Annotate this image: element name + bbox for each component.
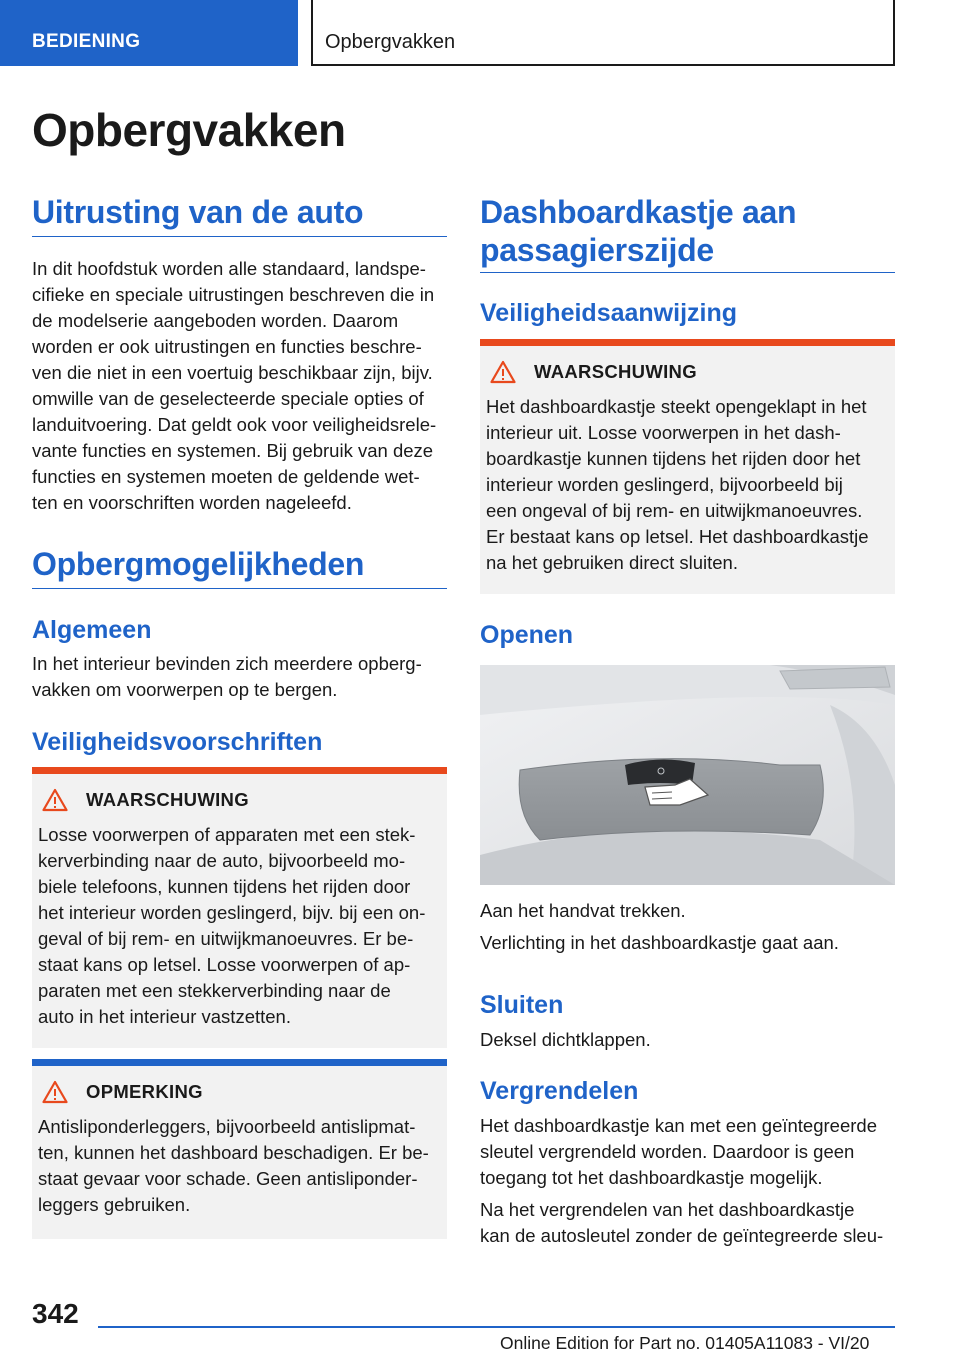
text-line: boardkastje kunnen tijdens het rijden door het — [486, 448, 861, 469]
warning-title: WAARSCHUWING — [86, 789, 249, 810]
note-bar — [32, 1059, 447, 1066]
text-line: ten en voorschriften worden nageleefd. — [32, 492, 352, 513]
text-line: omwille van de geselecteerde speciale opties of — [32, 388, 424, 409]
warning-text — [38, 822, 441, 1030]
warning-bar — [480, 339, 895, 346]
note-box — [32, 1059, 447, 1239]
heading-open: Openen — [480, 621, 574, 649]
text-line: de modelserie aangeboden worden. Daarom — [32, 310, 399, 331]
text-line: Losse voorwerpen of apparaten met een stek‐ — [38, 824, 416, 845]
text-line: In het interieur bevinden zich meerdere opberg‐ — [32, 653, 422, 674]
open-step-2: Verlichting in het dashboardkastje gaat aan. — [480, 932, 839, 953]
text-line: een ongeval of bij rem- en uitwijkmanoeuvres. — [486, 500, 863, 521]
heading-line: Dashboardkastje aan — [480, 194, 797, 230]
text-line: worden er ook uitrustingen en functies beschre‐ — [32, 336, 422, 357]
lock-paragraph-1 — [480, 1113, 895, 1191]
page-title: Opbergvakken — [32, 104, 346, 156]
glovebox-illustration — [480, 665, 895, 885]
glovebox-photo — [480, 665, 895, 885]
text-line: functies en systemen moeten de geldende wet‐ — [32, 466, 420, 487]
text-line: kerverbinding naar de auto, bijvoorbeeld mo‐ — [38, 850, 406, 871]
text-line: na het gebruiken direct sluiten. — [486, 552, 738, 573]
text-line: kan de autosleutel zonder de geïntegreerde sleu‐ — [480, 1225, 884, 1246]
text-line: vante functies en systemen. Bij gebruik van deze — [32, 440, 434, 461]
warning-triangle-icon — [42, 788, 68, 812]
text-line: geval of bij rem- en uitwijkmanoeuvres. Er be‐ — [38, 928, 414, 949]
heading-line: passagierszijde — [480, 232, 714, 268]
text-line: paraten met een stekkerverbinding naar de — [38, 980, 391, 1001]
text-line: Na het vergrendelen van het dashboardkastje — [480, 1199, 855, 1220]
warning-triangle-icon — [42, 1080, 68, 1104]
text-line: het interieur worden geslingerd, bijv. bij een on‐ — [38, 902, 426, 923]
heading-close: Sluiten — [480, 991, 564, 1019]
heading-glovebox — [480, 193, 895, 273]
text-line: leggers gebruiken. — [38, 1194, 191, 1215]
section-label: BEDIENING — [32, 31, 141, 52]
lock-paragraph-2 — [480, 1197, 895, 1249]
warning-title: WAARSCHUWING — [534, 361, 697, 382]
text-line: staat gevaar voor schade. Geen antisliponder‐ — [38, 1168, 418, 1189]
note-text — [38, 1114, 441, 1218]
text-line: Het dashboardkastje steekt opengeklapt in het — [486, 396, 867, 417]
note-header — [42, 1079, 203, 1105]
general-paragraph — [32, 651, 447, 703]
text-line: interieur uit. Losse voorwerpen in het dash‐ — [486, 422, 841, 443]
warning-header — [42, 787, 249, 813]
open-step-1: Aan het handvat trekken. — [480, 900, 686, 921]
note-title: OPMERKING — [86, 1081, 203, 1102]
text-line: interieur worden geslingerd, bijvoorbeeld bij — [486, 474, 843, 495]
equipment-paragraph — [32, 256, 447, 516]
close-text: Deksel dichtklappen. — [480, 1029, 651, 1050]
text-line: sleutel vergrendeld worden. Daardoor is geen — [480, 1141, 855, 1162]
text-line: landuitvoering. Dat geldt ook voor veiligheidsrele‐ — [32, 414, 437, 435]
text-line: auto in het interieur vastzetten. — [38, 1006, 291, 1027]
text-line: cifieke en speciale uitrustingen beschreven die in — [32, 284, 435, 305]
text-line: Antisliponderleggers, bijvoorbeeld antislipmat‐ — [38, 1116, 416, 1137]
warning-box — [32, 767, 447, 1048]
heading-safety-note: Veiligheidsaanwijzing — [480, 299, 738, 327]
text-line: ten, kunnen het dashboard beschadigen. Er be‐ — [38, 1142, 429, 1163]
warning-box — [480, 339, 895, 594]
text-line: Het dashboardkastje kan met een geïntegreerde — [480, 1115, 877, 1136]
topic-header — [311, 0, 895, 66]
topic-label: Opbergvakken — [325, 31, 456, 53]
warning-triangle-icon — [490, 360, 516, 384]
text-line: Er bestaat kans op letsel. Het dashboardkastje — [486, 526, 869, 547]
footer-divider — [98, 1326, 895, 1328]
heading-lock: Vergrendelen — [480, 1077, 639, 1105]
text-line: In dit hoofdstuk worden alle standaard, landspe‐ — [32, 258, 426, 279]
page-number: 342 — [32, 1298, 79, 1329]
heading-safety: Veiligheidsvoorschriften — [32, 728, 323, 756]
text-line: toegang tot het dashboardkastje mogelijk. — [480, 1167, 823, 1188]
text-line: staat kans op letsel. Losse voorwerpen of ap‐ — [38, 954, 411, 975]
edition-link[interactable]: Online Edition for Part no. 01405A11083 - VI/20 — [500, 1333, 870, 1353]
warning-bar — [32, 767, 447, 774]
heading-storage: Opbergmogelijkheden — [32, 545, 447, 589]
warning-header — [490, 359, 697, 385]
text-line: biele telefoons, kunnen tijdens het rijden door — [38, 876, 411, 897]
section-tab[interactable] — [0, 0, 298, 66]
warning-text — [486, 394, 889, 576]
heading-general: Algemeen — [32, 616, 152, 644]
text-line: vakken om voorwerpen op te bergen. — [32, 679, 338, 700]
heading-equipment: Uitrusting van de auto — [32, 193, 447, 237]
text-line: ven die niet in een voertuig beschikbaar zijn, bijv. — [32, 362, 433, 383]
